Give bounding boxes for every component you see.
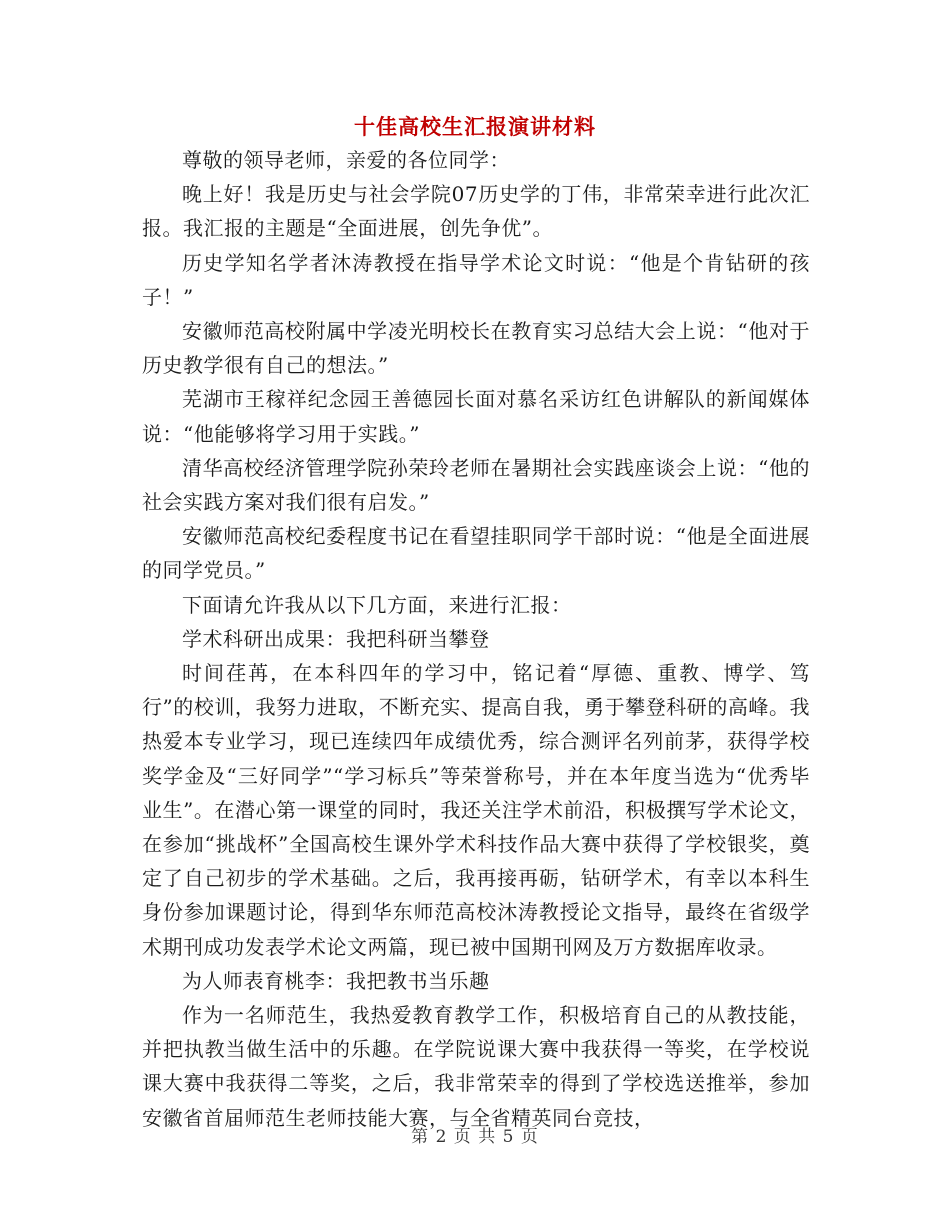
paragraph-transition: 下面请允许我从以下几方面，来进行汇报： [182,592,572,617]
paragraph-greeting: 尊敬的领导老师，亲爱的各位同学： [182,148,510,172]
section-heading-teaching: 为人师表育桃李：我把教书当乐趣 [182,968,490,993]
paragraph-quote-wang: 芜湖市王稼祥纪念园王善德园长面对慕名采访红色讲解队的新闻媒体说：“他能够将学习用于实践。” [142,387,810,446]
document-title: 十佳高校生汇报演讲材料 [354,115,596,139]
paragraph-quote-ling: 安徽师范高校附属中学凌光明校长在教育实习总结大会上说：“他对于历史教学很有自己的想法。” [142,319,810,378]
paragraph-quote-sun: 清华高校经济管理学院孙荣玲老师在暑期社会实践座谈会上说：“他的社会实践方案对我们很有启发。” [142,455,810,515]
section-heading-research: 学术科研出成果：我把科研当攀登 [182,626,490,651]
paragraph-quote-cheng: 安徽师范高校纪委程度书记在看望挂职同学干部时说：“他是全面进展的同学党员。” [142,524,810,583]
page-footer [0,1125,950,1149]
paragraph-quote-mutao: 历史学知名学者沐涛教授在指导学术论文时说：“他是个肯钻研的孩子！” [142,250,810,309]
page-number: 第 2 页 共 5 页 [411,1127,539,1147]
paragraph-intro: 晚上好！我是历史与社会学院07历史学的丁伟，非常荣幸进行此次汇报。我汇报的主题是“全面进展，创先争优”。 [142,182,810,241]
document-body [142,143,810,1135]
paragraph-teaching: 作为一名师范生，我热爱教育教学工作，积极培育自己的从教技能，并把执教当做生活中的乐趣。在学院说课大赛中我获得一等奖，在学校说课大赛中我获得二等奖，之后，我非常荣幸的得到了学校选送推举，参加安徽省首届师范生老师技能大赛，与全省精英同台竞技， [142,1003,810,1130]
paragraph-research: 时间荏苒，在本科四年的学习中，铭记着“厚德、重教、博学、笃行”的校训，我努力进取，不断充实、提高自我，勇于攀登科研的高峰。我热爱本专业学习，现已连续四年成绩优秀，综合测评名列前茅，获得学校奖学金及“三好同学”“学习标兵”等荣誉称号，并在本年度当选为“优秀毕业生”。在潜心第一课堂的同时，我还关注学术前沿，积极撰写学术论文，在参加“挑战杯”全国高校生课外学术科技作品大赛中获得了学校银奖，奠定了自己初步的学术基础。之后，我再接再砺，钻研学术，有幸以本科生身份参加课题讨论，得到华东师范高校沐涛教授论文指导，最终在省级学术期刊成功发表学术论文两篇，现已被中国期刊网及万方数据库收录。 [142,661,810,959]
